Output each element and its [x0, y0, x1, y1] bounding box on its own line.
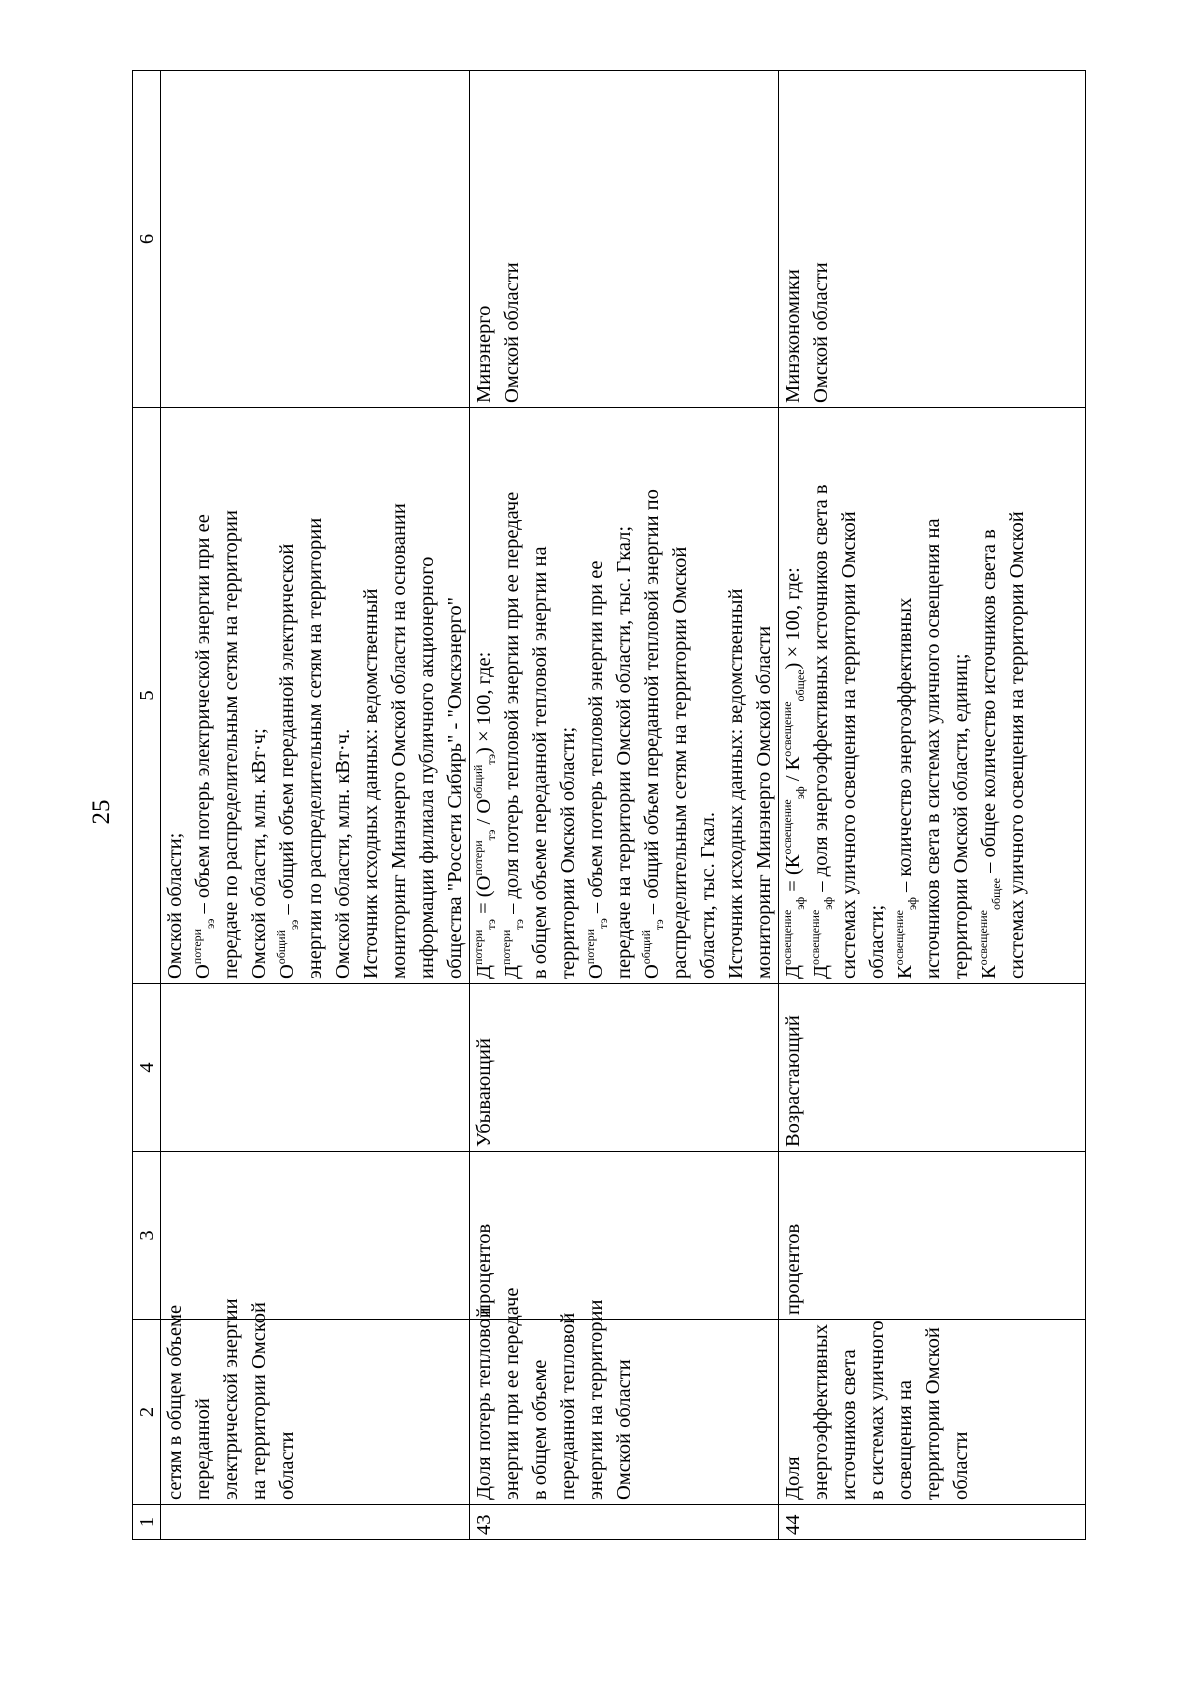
subscript: общее [989, 878, 1004, 911]
method-line: Источник исходных данных: ведомственный [725, 588, 747, 979]
header-cell: 6 [133, 71, 161, 408]
indicator-name-line: переданной [192, 1398, 214, 1500]
math-symbol: $О^{потери}_{тэ}$ [583, 918, 611, 979]
indicator-name-line: в системах уличного [866, 1320, 888, 1500]
header-cell: 5 [133, 408, 161, 984]
method-line: общества "Россети Сибирь" - "Омскэнерго" [444, 596, 466, 979]
method-line: распределительным сетям на территории Омской [669, 546, 691, 979]
indicator-name-line: электрической энергии [220, 1298, 242, 1500]
indicator-name-line: в общем объеме [529, 1359, 551, 1500]
indicator-name-line: Доля потерь тепловой [473, 1307, 495, 1500]
math-symbol: $О^{потери}_{тэ}$ [471, 829, 499, 891]
cell-unit: процентов [779, 1152, 1086, 1320]
subscript: тэ [484, 829, 499, 841]
header-cell: 2 [133, 1320, 161, 1505]
header-cell: 4 [133, 984, 161, 1152]
superscript: освещение [892, 910, 907, 966]
superscript: потери [499, 929, 514, 966]
cell-unit: процентов [470, 1152, 779, 1320]
subscript: тэ [652, 919, 667, 930]
math-symbol: $К^{освещение}_{общее}$ [976, 878, 1004, 979]
superscript: освещение [780, 799, 795, 855]
subscript: ээ [203, 918, 218, 929]
header-row [133, 71, 161, 1540]
indicator-name-line: освещения на [894, 1380, 916, 1500]
subscript: эф [821, 896, 836, 910]
method-line: области; [866, 904, 888, 979]
subscript: эф [793, 786, 808, 800]
cell-number [161, 1505, 470, 1540]
method-line: системах уличного освещения на территории Омской [838, 511, 860, 979]
cell-trend [161, 984, 470, 1152]
indicator-name-line: территории Омской [922, 1327, 944, 1500]
method-line: системах уличного освещения на территории Омской [1006, 511, 1028, 979]
responsible-line: Минэнерго [473, 305, 495, 403]
math-symbol: $О^{общий}_{ээ}$ [274, 919, 302, 979]
indicators-table [132, 70, 1086, 1540]
method-line: $Д^{освещение}_{эф}$ – доля энергоэффективных источников света в [808, 484, 836, 979]
indicator-name-line: энергоэффективных [810, 1323, 832, 1500]
method-line: источников света в системах уличного освещения на [922, 518, 944, 979]
indicator-name-line: Доля [782, 1456, 804, 1500]
method-line: мониторинг Минэнерго Омской области [753, 625, 775, 979]
superscript: потери [471, 929, 486, 966]
math-symbol: $Д^{освещение}_{эф}$ [780, 896, 808, 979]
indicator-name-line: сетям в общем объеме [164, 1304, 186, 1500]
math-symbol: $О^{потери}_{ээ}$ [190, 918, 218, 979]
math-symbol: $Д^{потери}_{тэ}$ [499, 919, 527, 979]
method-line: Источник исходных данных: ведомственный [360, 588, 382, 979]
cell-trend: Возрастающий [779, 984, 1086, 1152]
superscript: освещение [780, 909, 795, 966]
method-line: в общем объеме переданной тепловой энергии на [529, 546, 551, 979]
method-line: $К^{освещение}_{эф}$ – количество энергоэффективных [892, 597, 920, 979]
subscript: эф [905, 897, 920, 911]
subscript: тэ [484, 919, 499, 930]
cell-indicator-name [161, 1298, 470, 1505]
cell-responsible [470, 71, 779, 408]
method-line: $Д^{освещение}_{эф} = (К^{освещение}_{эф} / К^{освещение}_{общее}) \times 100$, где: [780, 567, 808, 979]
cell-number: 44 [779, 1505, 1086, 1540]
responsible-line: Минэкономики [782, 269, 804, 403]
indicator-name-line: Омской области [613, 1359, 635, 1500]
indicator-name-line: на территории Омской [248, 1302, 270, 1500]
cell-number: 43 [470, 1505, 779, 1540]
math-symbol: $К^{освещение}_{эф}$ [892, 897, 920, 979]
table-row [779, 71, 1086, 1540]
method-line: передаче на территории Омской области, тыс. Гкал; [613, 525, 635, 979]
method-line: $О^{потери}_{тэ}$ – объем потерь тепловой энергии при ее [583, 560, 611, 979]
method-line: передаче по распределительным сетям на территории [220, 510, 242, 979]
math-symbol: $О^{общий}_{тэ}$ [471, 753, 499, 814]
indicator-name-line: энергии при ее передаче [501, 1287, 523, 1500]
indicator-name-line: источников света [838, 1349, 860, 1500]
method-line: $Д^{потери}_{тэ} = (О^{потери}_{тэ} / О^{общий}_{тэ}) \times 100$, где: [471, 651, 499, 979]
cell-unit [161, 1152, 470, 1320]
superscript: освещение [976, 910, 991, 966]
header-cell: 3 [133, 1152, 161, 1320]
table-row [161, 71, 470, 1540]
subscript: тэ [512, 919, 527, 930]
indicator-name-line: переданной тепловой [557, 1312, 579, 1500]
math-symbol: $О^{общий}_{тэ}$ [639, 919, 667, 979]
method-line: области, тыс. Гкал. [697, 812, 719, 979]
superscript: общий [274, 929, 289, 965]
subscript: тэ [596, 918, 611, 929]
superscript: освещение [780, 701, 795, 757]
method-line: Омской области, млн. кВт·ч; [248, 728, 270, 979]
cell-responsible [779, 71, 1086, 408]
subscript: эф [793, 896, 808, 910]
superscript: потери [583, 928, 598, 965]
subscript: тэ [484, 753, 499, 765]
method-line: $Д^{потери}_{тэ}$ – доля потерь тепловой энергии при ее передаче [499, 491, 527, 979]
math-symbol: $К^{освещение}_{общее}$ [780, 669, 808, 771]
cell-method [161, 408, 470, 984]
method-line: $О^{общий}_{ээ}$ – общий объем переданной электрической [274, 543, 302, 979]
rotated-table-wrapper [132, 71, 1077, 1540]
method-line: Омской области, млн. кВт·ч. [332, 728, 354, 979]
math-symbol: $Д^{потери}_{тэ}$ [471, 919, 499, 979]
superscript: потери [471, 840, 486, 876]
superscript: общий [471, 764, 486, 799]
method-line: территории Омской области, единиц; [950, 653, 972, 979]
superscript: освещение [808, 909, 823, 966]
cell-trend: Убывающий [470, 984, 779, 1152]
math-symbol: $К^{освещение}_{эф}$ [780, 786, 808, 869]
page-number: 25 [88, 799, 115, 825]
method-line: информации филиала публичного акционерного [416, 556, 438, 979]
method-line: $К^{освещение}_{общее}$ – общее количество источников света в [976, 529, 1004, 979]
cell-indicator-name [779, 1320, 1086, 1505]
superscript: потери [190, 928, 205, 965]
method-line: $О^{общий}_{тэ}$ – общий объем переданной тепловой энергии по [639, 489, 667, 979]
subscript: ээ [287, 919, 302, 930]
method-line: территории Омской области; [557, 726, 579, 979]
superscript: общий [639, 929, 654, 965]
header-cell: 1 [133, 1505, 161, 1540]
table-row [470, 71, 779, 1540]
method-line: $О^{потери}_{ээ}$ – объем потерь электрической энергии при ее [190, 514, 218, 979]
responsible-line: Омской области [501, 262, 523, 403]
method-line: энергии по распределительным сетям на территории [304, 517, 326, 979]
method-line: Омской области; [164, 832, 186, 979]
method-line: мониторинг Минэнерго Омской области на основании [388, 503, 410, 979]
indicator-name-line: области [276, 1431, 298, 1500]
cell-responsible [161, 71, 470, 408]
cell-method [470, 408, 779, 984]
responsible-line: Омской области [810, 262, 832, 403]
cell-indicator-name [470, 1287, 779, 1505]
math-symbol: $Д^{освещение}_{эф}$ [808, 896, 836, 979]
cell-method [779, 408, 1086, 984]
indicator-name-line: энергии на территории [585, 1299, 607, 1500]
indicator-name-line: области [950, 1431, 972, 1500]
subscript: общее [793, 669, 808, 702]
